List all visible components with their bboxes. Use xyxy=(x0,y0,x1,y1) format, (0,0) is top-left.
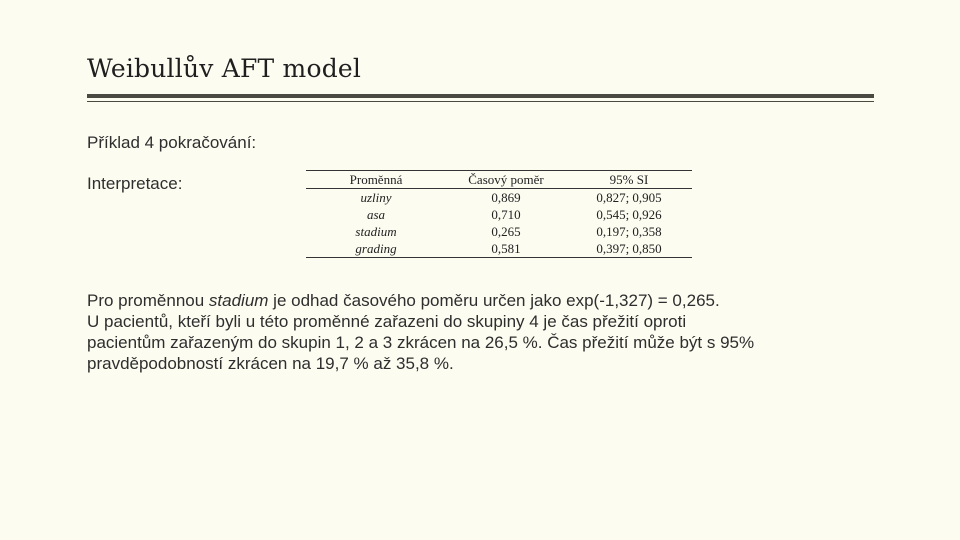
cell-confidence-interval: 0,197; 0,358 xyxy=(596,223,662,239)
header-confidence-interval: 95% SI xyxy=(609,171,649,187)
paragraph-line xyxy=(87,290,887,311)
interpretation-label: Interpretace: xyxy=(87,174,183,193)
header-time-ratio: Časový poměr xyxy=(468,171,544,187)
cell-variable: asa xyxy=(366,206,386,222)
table-header-row xyxy=(306,171,692,189)
cell-confidence-interval: 0,545; 0,926 xyxy=(596,206,662,222)
header-variable: Proměnná xyxy=(349,171,403,187)
variable-emphasis: stadium xyxy=(208,291,269,310)
table-row xyxy=(306,189,692,207)
title-divider-thick xyxy=(87,94,874,98)
cell-time-ratio: 0,710 xyxy=(491,206,521,222)
paragraph-line: pravděpodobností zkrácen na 19,7 % až 35,8 %. xyxy=(87,354,454,373)
example-subtitle: Příklad 4 pokračování: xyxy=(87,133,257,152)
interpretation-paragraph xyxy=(87,290,887,374)
cell-confidence-interval: 0,827; 0,905 xyxy=(596,189,662,205)
paragraph-line: pacientům zařazeným do skupin 1, 2 a 3 zkrácen na 26,5 %. Čas přežití může být s 95% xyxy=(87,333,755,352)
paragraph-text: Pro proměnnou xyxy=(87,291,209,310)
time-ratio-table xyxy=(306,170,692,258)
cell-time-ratio: 0,581 xyxy=(491,240,521,256)
table-row xyxy=(306,206,692,223)
paragraph-line: U pacientů, kteří byli u této proměnné zařazeni do skupiny 4 je čas přežití oproti xyxy=(87,312,687,331)
cell-variable: stadium xyxy=(355,223,397,239)
page-title: Weibullův AFT model xyxy=(87,54,362,83)
table-row xyxy=(306,240,692,258)
cell-time-ratio: 0,265 xyxy=(491,223,521,239)
cell-variable: uzliny xyxy=(360,189,392,205)
cell-confidence-interval: 0,397; 0,850 xyxy=(596,240,662,256)
cell-time-ratio: 0,869 xyxy=(491,189,521,205)
paragraph-text: je odhad časového poměru určen jako exp(-1,327) = 0,265. xyxy=(268,291,720,310)
cell-variable: grading xyxy=(355,240,397,256)
table-row xyxy=(306,223,692,240)
title-divider-thin xyxy=(87,101,874,102)
